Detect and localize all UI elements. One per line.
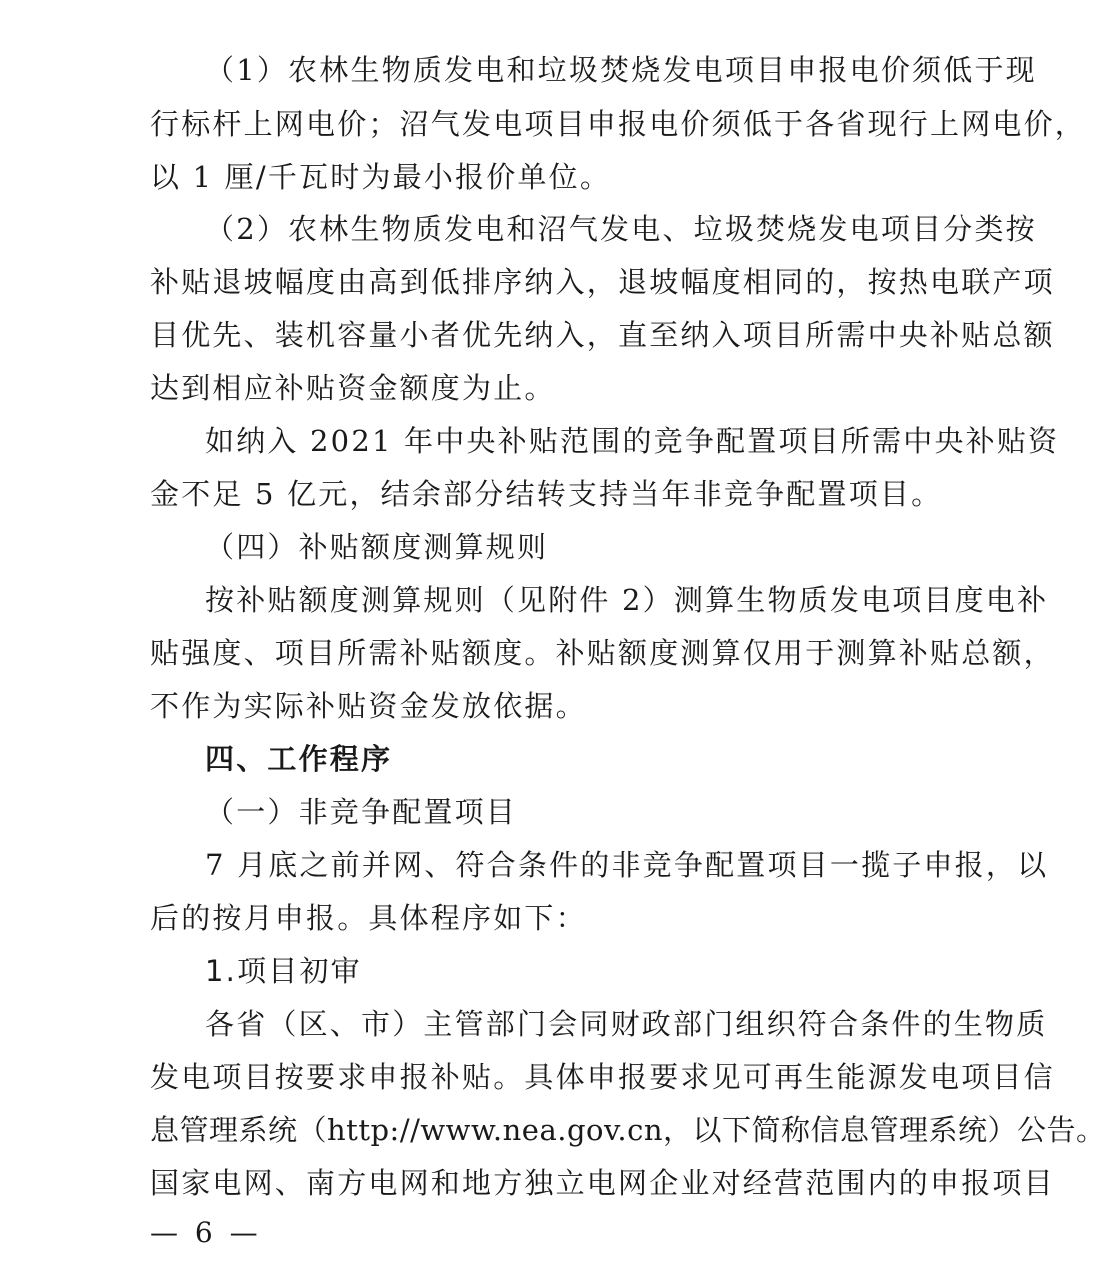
paragraph-line: 息管理系统（http://www.nea.gov.cn，以下简称信息管理系统）公告。 xyxy=(150,1113,1106,1147)
paragraph-line: 补贴退坡幅度由高到低排序纳入，退坡幅度相同的，按热电联产项 xyxy=(150,265,1055,299)
paragraph-line: 达到相应补贴资金额度为止。 xyxy=(150,371,556,405)
section-subheading: （一）非竞争配置项目 xyxy=(205,795,518,829)
page-number: — 6 — xyxy=(150,1216,262,1249)
paragraph-line: 按补贴额度测算规则（见附件 2）测算生物质发电项目度电补 xyxy=(205,583,1049,617)
paragraph-line: 国家电网、南方电网和地方独立电网企业对经营范围内的申报项目 xyxy=(150,1166,1055,1200)
paragraph-line: 各省（区、市）主管部门会同财政部门组织符合条件的生物质 xyxy=(205,1007,1048,1041)
paragraph-line: 行标杆上网电价；沼气发电项目申报电价须低于各省现行上网电价， xyxy=(150,107,1087,141)
paragraph-line: 以 1 厘/千瓦时为最小报价单位。 xyxy=(150,160,612,194)
section-subheading: （四）补贴额度测算规则 xyxy=(205,530,549,564)
paragraph-line: 目优先、装机容量小者优先纳入，直至纳入项目所需中央补贴总额 xyxy=(150,318,1055,352)
paragraph-line: 发电项目按要求申报补贴。具体申报要求见可再生能源发电项目信 xyxy=(150,1060,1055,1094)
section-heading: 四、工作程序 xyxy=(205,742,393,776)
paragraph-line: 如纳入 2021 年中央补贴范围的竞争配置项目所需中央补贴资 xyxy=(205,424,1060,458)
paragraph-line: （1）农林生物质发电和垃圾焚烧发电项目申报电价须低于现 xyxy=(205,53,1037,87)
paragraph-line: 后的按月申报。具体程序如下： xyxy=(150,901,587,935)
item-heading: 1.项目初审 xyxy=(205,954,362,988)
paragraph-line: 7 月底之前并网、符合条件的非竞争配置项目一揽子申报，以 xyxy=(205,848,1049,882)
paragraph-line: 不作为实际补贴资金发放依据。 xyxy=(150,689,587,723)
paragraph-line: （2）农林生物质发电和沼气发电、垃圾焚烧发电项目分类按 xyxy=(205,212,1037,246)
paragraph-line: 贴强度、项目所需补贴额度。补贴额度测算仅用于测算补贴总额， xyxy=(150,636,1055,670)
paragraph-line: 金不足 5 亿元，结余部分结转支持当年非竞争配置项目。 xyxy=(150,477,943,511)
